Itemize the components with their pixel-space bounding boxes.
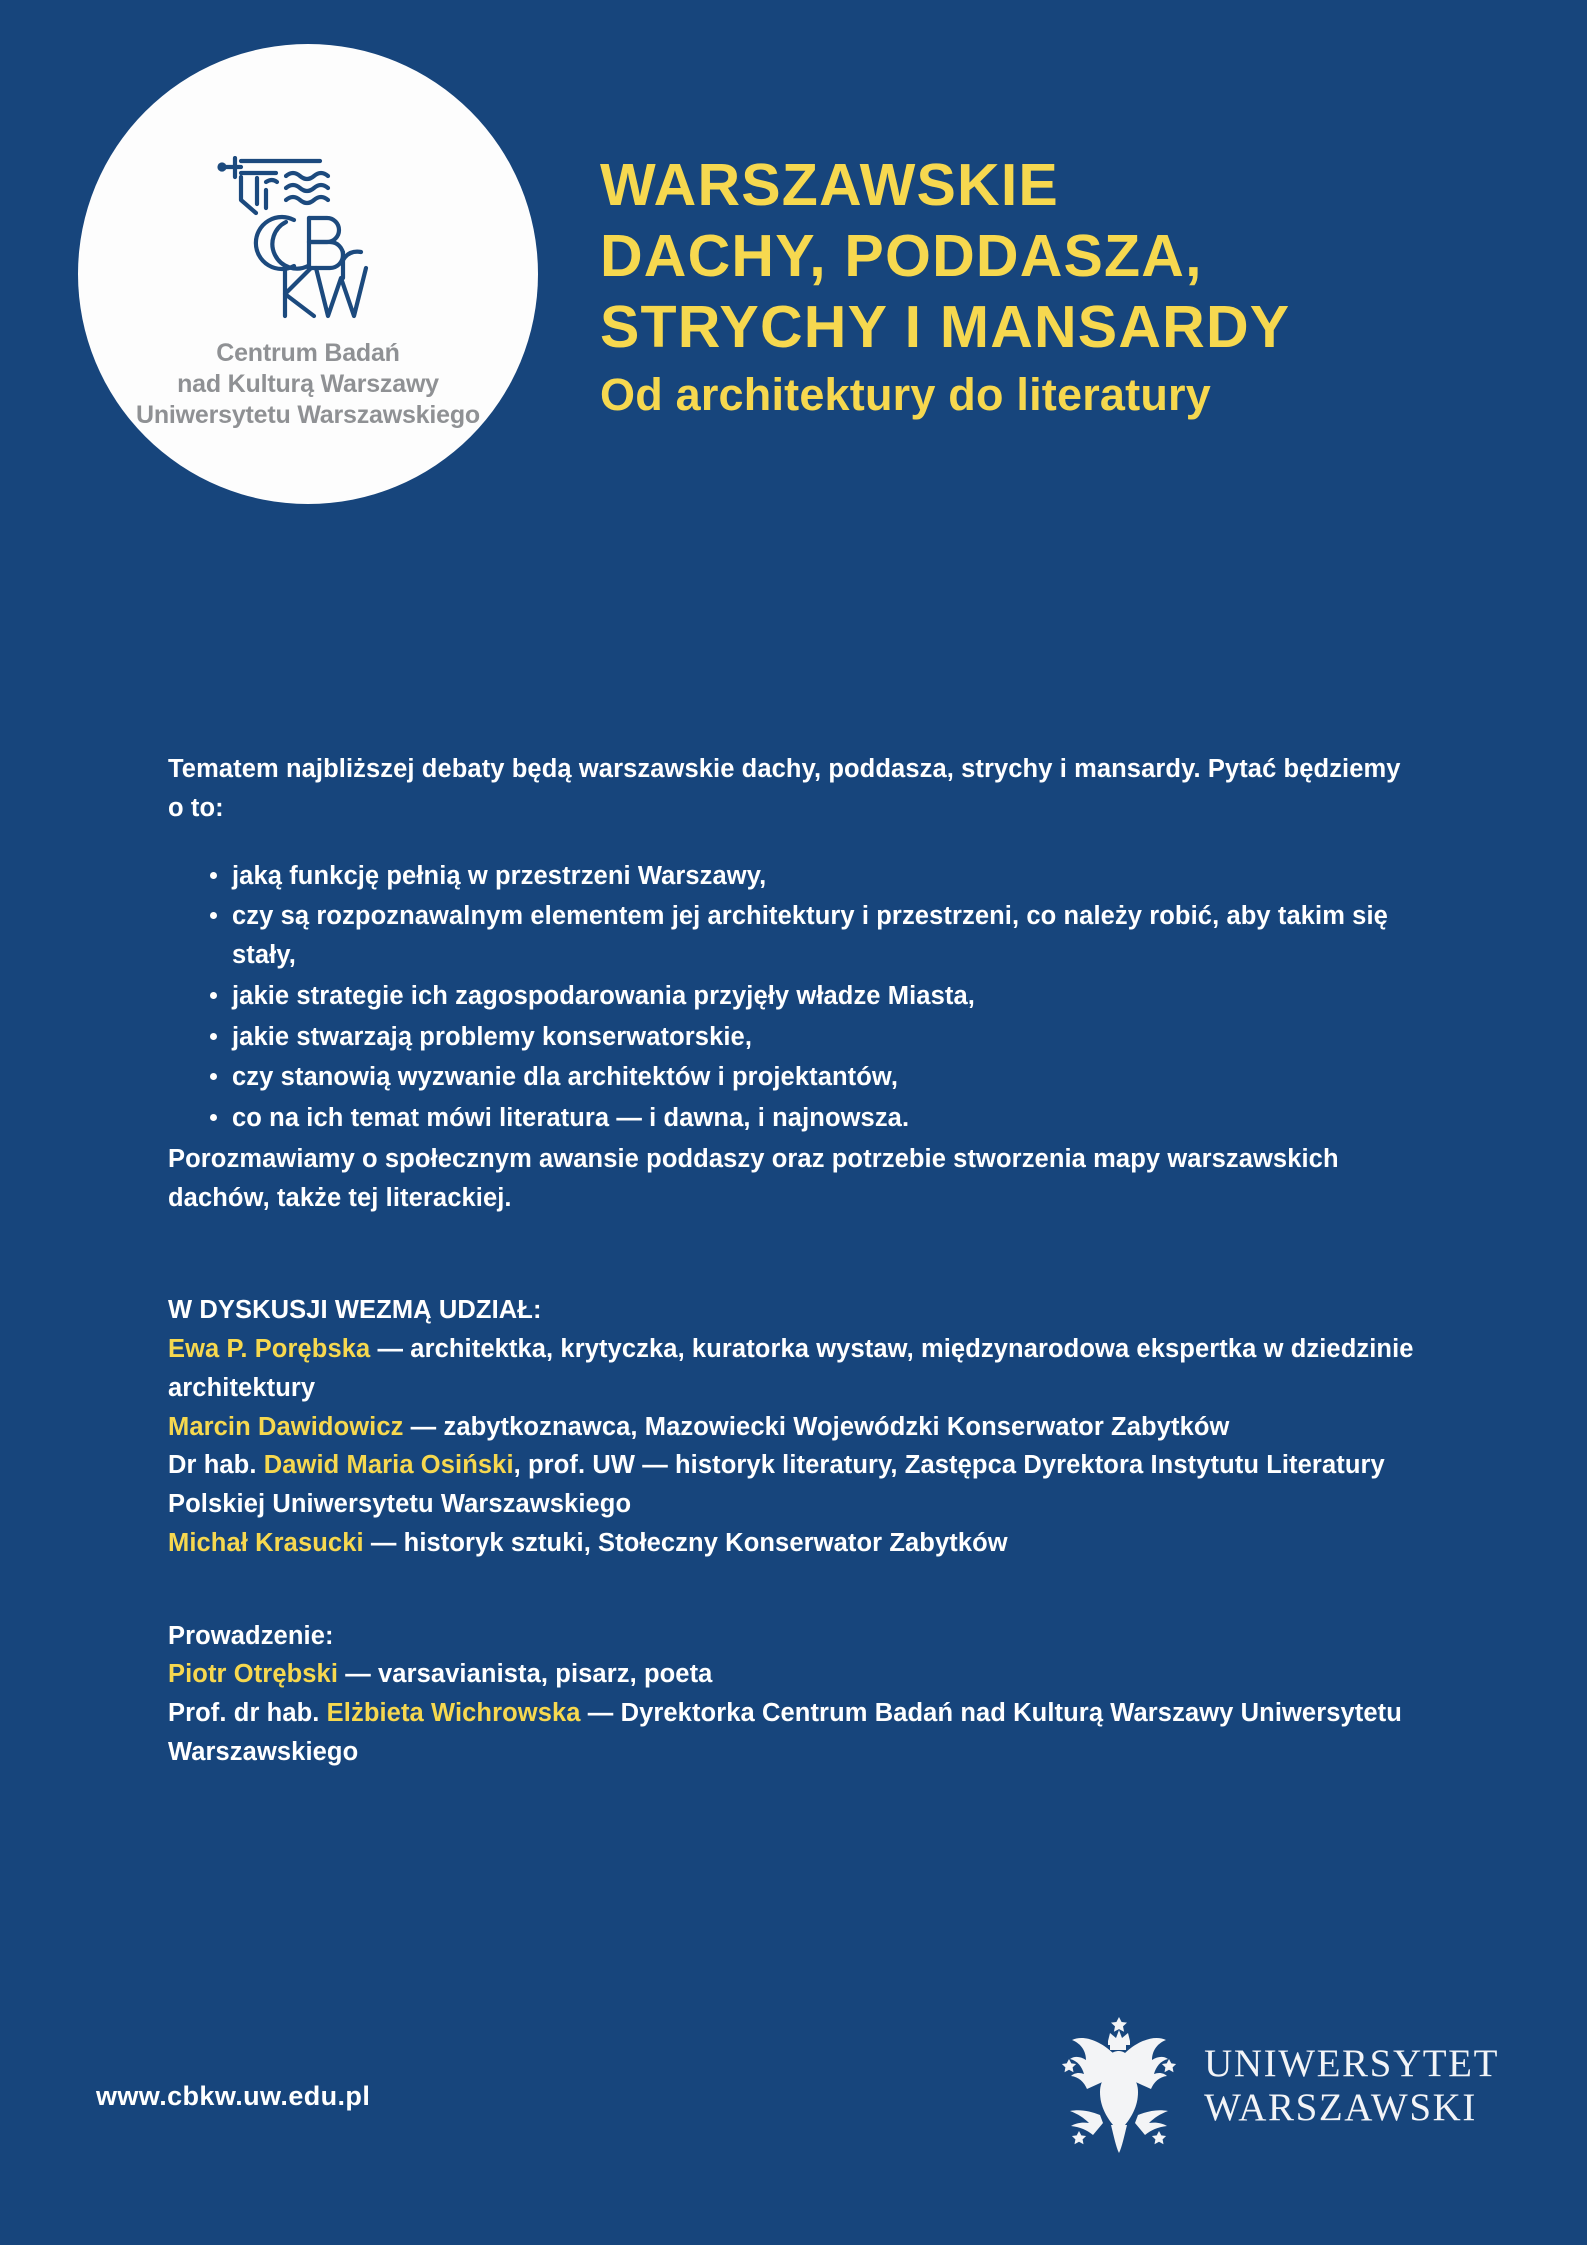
closing-paragraph: Porozmawiamy o społecznym awansie poddaszy oraz potrzebie stworzenia mapy warszawskich dachów, także tej literackiej.: [168, 1144, 1339, 1212]
page-title-line-3: STRYCHY I MANSARDY: [600, 293, 1291, 360]
panelist-entry: [168, 1408, 1438, 1447]
logo-subtitle-line-1: Centrum Badań: [216, 339, 400, 367]
panelist-name: Michał Krasucki: [168, 1528, 364, 1557]
poster-footer: [0, 1945, 1587, 2245]
host-name: Piotr Otrębski: [168, 1660, 339, 1689]
university-of-warsaw-logo: [1056, 2015, 1499, 2157]
poster-title-block: [600, 150, 1540, 421]
panelist-description: — historyk sztuki, Stołeczny Konserwator Zabytków: [363, 1528, 1008, 1557]
university-wordmark: [1204, 2042, 1499, 2129]
cbkw-logo-subtitle: [136, 338, 480, 431]
host-prefix: Prof. dr hab.: [168, 1699, 327, 1727]
panelist-name: Ewa P. Porębska: [168, 1335, 371, 1363]
panelist-prefix: Dr hab.: [168, 1451, 264, 1480]
panelist-description: , prof. UW — historyk literatury, Zastępca Dyrektora Instytutu Literatury Polskiej Uniwersytetu Warszawskiego: [168, 1451, 1385, 1518]
list-item: jaką funkcję pełnią w przestrzeni Warszawy,: [210, 857, 1420, 896]
panel-heading: W DYSKUSJI WEZMĄ UDZIAŁ:: [168, 1296, 542, 1325]
white-eagle-crest-icon: [1056, 2015, 1182, 2157]
list-item: czy stanowią wyzwanie dla architektów i projektantów,: [210, 1058, 1420, 1097]
poster-body: [168, 750, 1468, 1772]
logo-subtitle-line-2: nad Kulturą Warszawy: [177, 370, 439, 398]
list-item: co na ich temat mówi literatura — i dawna, i najnowsza.: [210, 1099, 1420, 1138]
panel-section: [168, 1291, 1468, 1562]
website-url[interactable]: www.cbkw.uw.edu.pl: [96, 2081, 371, 2111]
list-item: jakie stwarzają problemy konserwatorskie,: [210, 1018, 1420, 1057]
logo-subtitle-line-3: Uniwersytetu Warszawskiego: [136, 401, 480, 429]
crest-crown: [1108, 2030, 1130, 2050]
moderation-heading: Prowadzenie:: [168, 1621, 334, 1650]
page-title-line-1: WARSZAWSKIE: [600, 152, 1059, 218]
panelist-description: — architektka, krytyczka, kuratorka wystaw, międzynarodowa ekspertka w dziedzinie architektury: [168, 1335, 1414, 1402]
university-name-line-2: WARSZAWSKI: [1204, 2086, 1477, 2129]
host-description: — Dyrektorka Centrum Badań nad Kulturą Warszawy Uniwersytetu Warszawskiego: [168, 1699, 1402, 1766]
page-title-line-2: DACHY, PODDASZA,: [600, 222, 1203, 289]
list-item: czy są rozpoznawalnym elementem jej architektury i przestrzeni, co należy robić, aby takim się stały,: [210, 897, 1420, 975]
host-description: — varsavianista, pisarz, poeta: [338, 1660, 713, 1689]
host-entry: [168, 1694, 1438, 1772]
page-subtitle: Od architektury do literatury: [600, 369, 1211, 421]
panelist-name: Marcin Dawidowicz: [168, 1412, 404, 1441]
moderation-section: [168, 1617, 1468, 1772]
university-name-line-1: UNIWERSYTET: [1204, 2042, 1499, 2086]
intro-paragraph: Tematem najbliższej debaty będą warszawskie dachy, poddasza, strychy i mansardy. Pytać będziemy o to:: [168, 755, 1401, 822]
poster-header: [0, 0, 1587, 560]
panelist-description: — zabytkoznawca, Mazowiecki Wojewódzki Konserwator Zabytków: [403, 1412, 1230, 1441]
cbkw-monogram-icon: [208, 156, 408, 324]
cbkw-logo-badge: [78, 44, 538, 504]
panelist-entry: [168, 1524, 1438, 1563]
panelist-entry: [168, 1446, 1438, 1524]
panelist-name: Dawid Maria Osiński: [263, 1451, 514, 1480]
panelist-entry: [168, 1330, 1438, 1408]
question-list: [168, 857, 1468, 1138]
host-entry: [168, 1655, 1438, 1694]
host-name: Elżbieta Wichrowska: [326, 1699, 581, 1727]
list-item: jakie strategie ich zagospodarowania przyjęły władze Miasta,: [210, 977, 1420, 1016]
